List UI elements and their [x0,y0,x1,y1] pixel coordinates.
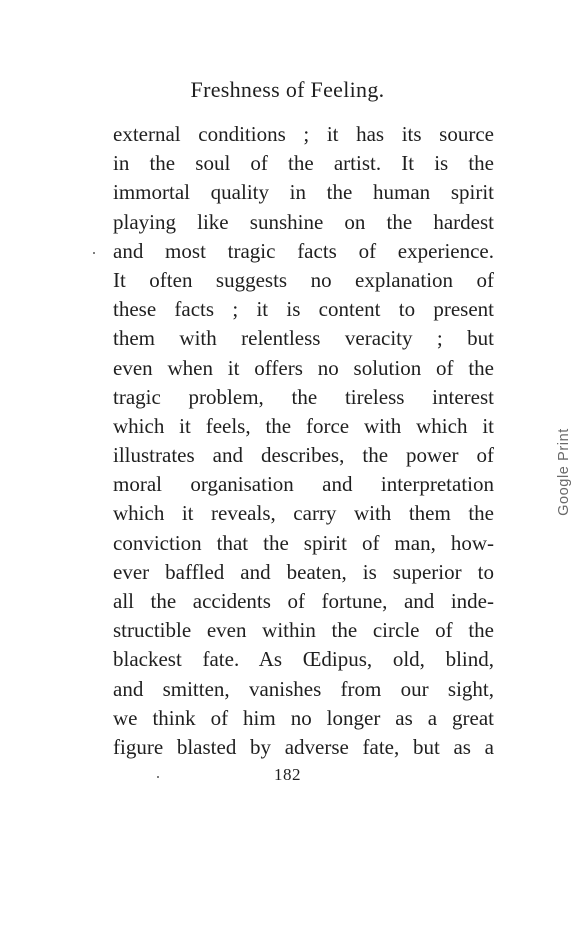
body-text [113,120,494,762]
text-line: It often suggests no explanation of [113,267,494,292]
google-print-watermark: Google Print [556,428,572,516]
text-line: all the accidents of fortune, and inde- [113,589,494,613]
text-line: tragic problem, the tireless interest [113,384,494,409]
text-line: playing like sunshine on the hardest [113,209,494,234]
text-line: conviction that the spirit of man, how- [113,530,494,555]
text-line: moral organisation and interpretation [113,472,494,497]
text-line: ever baffled and beaten, is superior to [113,559,494,584]
text-line: structible even within the circle of the [113,618,494,643]
ink-speck [93,252,95,254]
page-number: 182 [274,765,301,784]
text-line: immortal quality in the human spirit [113,180,494,205]
text-line: which it feels, the force with which it [113,413,494,438]
text-line: which it reveals, carry with them the [113,501,494,526]
text-line: external conditions ; it has its source [113,122,494,146]
text-line: illustrates and describes, the power of [113,443,494,468]
text-line: in the soul of the artist. It is the [113,151,494,176]
text-line: and smitten, vanishes from our sight, [113,676,494,701]
text-line: and most tragic facts of experience. [113,238,494,263]
text-line: these facts ; it is content to present [113,297,494,322]
text-line: figure blasted by adverse fate, but as a [113,734,494,759]
text-line: them with relentless veracity ; but [113,326,494,351]
text-line: we think of him no longer as a great [113,705,494,730]
text-line: even when it offers no solution of the [113,355,494,380]
running-head: Freshness of Feeling. [190,77,385,102]
text-line: blackest fate. As Œdipus, old, blind, [113,647,494,672]
